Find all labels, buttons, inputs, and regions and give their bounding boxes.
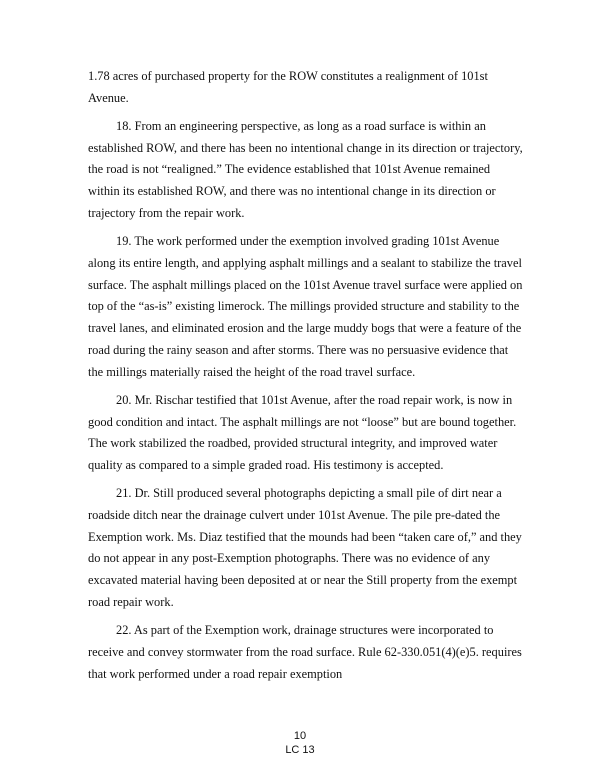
page-number: 10 [293, 730, 307, 742]
paragraph-22: 22. As part of the Exemption work, drainage structures were incorporated to receive and convey stormwater from the road surface. Rule 62-330.051(4)(e)5. requires that work performed under a road repair exemption [88, 623, 522, 681]
paragraph-21: 21. Dr. Still produced several photographs depicting a small pile of dirt near a roadside ditch near the drainage culvert under 101st Avenue. The pile pre-dated the Exemption work. Ms. Diaz testified that the mounds had been “taken care of,” and they do not appear in any post-Exemption photographs. There was no evidence of any excavated material having been deposited at or near the Still property from the exempt road repair work. [88, 486, 522, 610]
paragraph-18: 18. From an engineering perspective, as long as a road surface is within an established ROW, and there has been no intentional change in its direction or trajectory, the road is not “realigned.” The evidence established that 101st Avenue remained within its established ROW, and there was no intentional change in its direction or trajectory from the repair work. [88, 118, 523, 220]
paragraph-20: 20. Mr. Rischar testified that 101st Avenue, after the road repair work, is now in good condition and intact. The asphalt millings are not “loose” but are bound together. The work stabilized the roadbed, provided structural integrity, and improved water quality as compared to a simple graded road. His testimony is accepted. [88, 392, 517, 473]
page-code: LC 13 [285, 744, 315, 756]
paragraph-19: 19. The work performed under the exemption involved grading 101st Avenue along its entire length, and applying asphalt millings and a sealant to stabilize the travel surface. The asphalt millings placed on the 101st Avenue travel surface were applied on top of the “as-is” existing limerock. The millings provided structure and stability to the travel lanes, and eliminated erosion and the large muddy bogs that were a feature of the road during the rainy season and after storms. There was no persuasive evidence that the millings materially raised the height of the road travel surface. [88, 233, 523, 379]
body-text [88, 66, 524, 692]
paragraph-continuation: 1.78 acres of purchased property for the ROW constitutes a realignment of 101st Avenue. [88, 69, 488, 105]
